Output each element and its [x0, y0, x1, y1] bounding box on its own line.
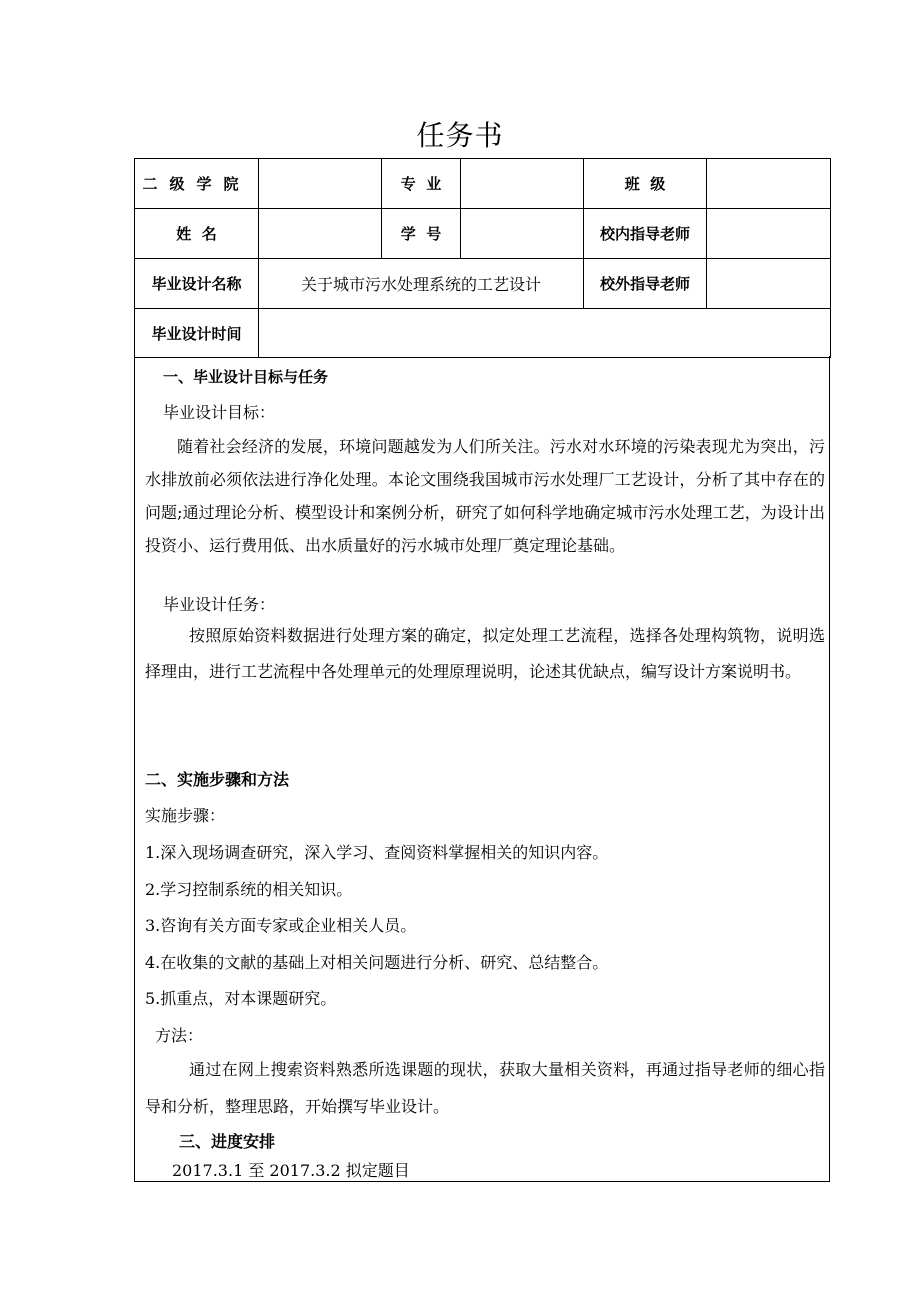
- outer-advisor-label: 校外指导老师: [584, 259, 707, 309]
- section2-heading: 二、实施步骤和方法: [145, 770, 290, 789]
- info-row-2: [135, 209, 831, 259]
- step-item: 2.学习控制系统的相关知识。: [145, 880, 353, 899]
- name-label: 姓 名: [135, 209, 259, 259]
- major-label: 专 业: [382, 159, 461, 209]
- steps-label: 实施步骤：: [145, 806, 226, 825]
- info-row-1: [135, 159, 831, 209]
- method-label: 方法：: [155, 1026, 204, 1045]
- design-time-label: 毕业设计时间: [135, 309, 259, 358]
- task-label: 毕业设计任务：: [163, 595, 276, 614]
- goal-paragraph: 随着社会经济的发展，环境问题越发为人们所关注。污水对水环境的污染表现尤为突出，污水排放前必须依法进行净化处理。本论文围绕我国城市污水处理厂工艺设计，分析了其中存在的问题;通过理论分析、模型设计和案例分析，研究了如何科学地确定城市污水处理工艺，为设计出投资小、运行费用低、出水质量好的污水城市处理厂奠定理论基础。: [145, 437, 825, 555]
- design-time-value[interactable]: [259, 309, 831, 358]
- inner-advisor-label: 校内指导老师: [584, 209, 707, 259]
- college-value[interactable]: [259, 159, 382, 209]
- step-item: 5.抓重点，对本课题研究。: [145, 989, 337, 1008]
- design-name-label: 毕业设计名称: [135, 259, 259, 309]
- info-table: [134, 158, 831, 358]
- outer-advisor-value[interactable]: [707, 259, 831, 309]
- student-id-label: 学 号: [382, 209, 461, 259]
- class-label: 班 级: [584, 159, 707, 209]
- content-box: [134, 356, 830, 1182]
- info-row-4: [135, 309, 831, 358]
- section3-heading: 三、进度安排: [179, 1132, 276, 1151]
- inner-advisor-value[interactable]: [707, 209, 831, 259]
- document-title: 任务书: [416, 119, 504, 152]
- college-label: 二级学院: [135, 159, 259, 209]
- major-value[interactable]: [461, 159, 584, 209]
- step-item: 3.咨询有关方面专家或企业相关人员。: [145, 916, 417, 935]
- schedule-item: 2017.3.1 至 2017.3.2 拟定题目: [172, 1161, 410, 1180]
- section1-heading: 一、毕业设计目标与任务: [163, 368, 329, 386]
- design-name-value[interactable]: 关于城市污水处理系统的工艺设计: [259, 259, 584, 309]
- class-value[interactable]: [707, 159, 831, 209]
- info-row-3: [135, 259, 831, 309]
- student-id-value[interactable]: [461, 209, 584, 259]
- step-item: 4.在收集的文献的基础上对相关问题进行分析、研究、总结整合。: [145, 953, 609, 972]
- name-value[interactable]: [259, 209, 382, 259]
- method-paragraph: 通过在网上搜索资料熟悉所选课题的现状，获取大量相关资料，再通过指导老师的细心指导和分析，整理思路，开始撰写毕业设计。: [145, 1060, 825, 1116]
- task-paragraph: 按照原始资料数据进行处理方案的确定，拟定处理工艺流程，选择各处理构筑物，说明选择理由，进行工艺流程中各处理单元的处理原理说明，论述其优缺点，编写设计方案说明书。: [145, 626, 825, 681]
- goal-label: 毕业设计目标：: [163, 403, 276, 422]
- step-item: 1.深入现场调查研究，深入学习、查阅资料掌握相关的知识内容。: [145, 843, 609, 862]
